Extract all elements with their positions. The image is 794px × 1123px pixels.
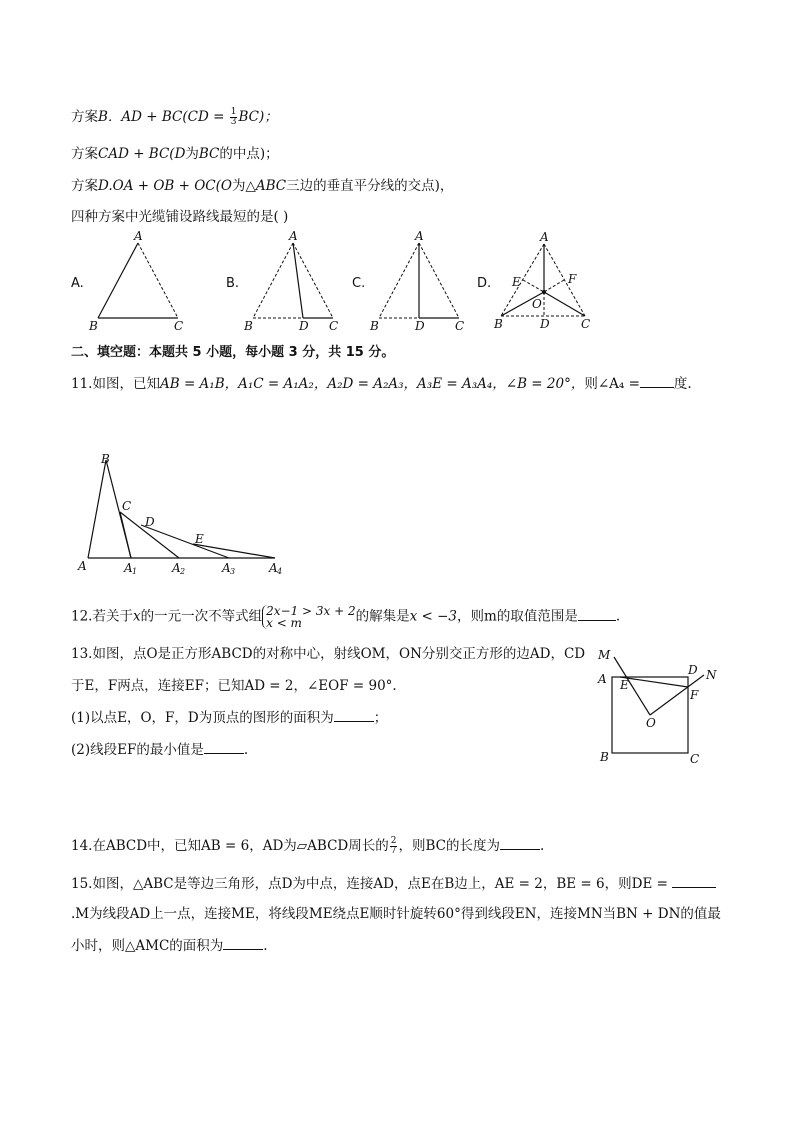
sub-4: 4 — [277, 567, 283, 576]
plan-d-mid: 为 — [231, 178, 246, 194]
section-heading: 二、填空题：本题共 5 小题，每小题 3 分，共 15 分。 — [71, 345, 395, 360]
label-b: B — [244, 319, 253, 333]
label-b: B — [494, 317, 503, 331]
q13-part1-end: ； — [373, 710, 388, 726]
frac-den: 7 — [390, 846, 397, 856]
label-c: C — [122, 499, 132, 513]
q14-fraction — [390, 837, 398, 856]
frac-num: 2 — [390, 836, 397, 846]
label-d: D — [145, 515, 155, 529]
option-b-figure — [240, 228, 350, 338]
label-f: F — [690, 688, 699, 702]
plan-c-math: CAD + BC(D — [98, 146, 186, 162]
q12-system — [262, 605, 356, 629]
label-b: B — [600, 750, 609, 764]
q14-text — [71, 836, 544, 856]
q11-ask: 则∠A₄ = — [584, 376, 640, 392]
label-a2: A — [172, 561, 181, 575]
plan-d-math2: △ABC — [245, 178, 287, 194]
plan-b-tail: BC)； — [238, 109, 278, 125]
q12-solution: x < −3 — [409, 608, 458, 625]
q12-ask: ，则m的取值范围是 — [457, 608, 578, 625]
option-b-label[interactable]: B. — [226, 276, 240, 291]
label-e: E — [512, 275, 521, 289]
label-f: F — [568, 272, 577, 286]
label-b: B — [89, 319, 98, 333]
label-a1: A — [124, 561, 133, 575]
q13-part2 — [71, 740, 248, 759]
q12-answer-blank[interactable] — [578, 607, 616, 621]
plan-b-fraction — [230, 108, 238, 127]
label-a: A — [134, 229, 143, 243]
q11-figure — [75, 450, 295, 580]
q12-lead: 12.若关于 — [71, 608, 133, 625]
plan-d-line — [71, 177, 453, 195]
label-n: N — [706, 668, 717, 682]
q15-answer-blank-2[interactable] — [223, 936, 263, 950]
plan-c-prefix: 方案 — [71, 146, 98, 162]
sub-1: 1 — [132, 567, 138, 576]
option-a-figure — [85, 228, 195, 338]
label-c: C — [690, 752, 700, 766]
label-b: B — [101, 452, 110, 466]
q14-tail: ，则BC的长度为 — [398, 838, 500, 854]
q15-line1 — [71, 874, 716, 893]
q14-answer-blank[interactable] — [500, 836, 540, 850]
q11-lead: 11.如图，已知 — [71, 376, 160, 392]
option-c-figure — [366, 228, 476, 338]
q12-mid: 的一元一次不等式组 — [140, 608, 263, 625]
q12-mid2: 的解集是 — [355, 608, 410, 625]
q12-end: . — [615, 608, 621, 625]
option-c-label[interactable]: C. — [352, 276, 366, 291]
q15-end: . — [263, 938, 268, 954]
plan-b-math: B．AD + BC(CD = — [98, 109, 229, 125]
label-m: M — [598, 648, 611, 662]
option-d-figure — [492, 230, 602, 340]
label-a3: A — [222, 561, 231, 575]
q10-question: 四种方案中光缆铺设路线最短的是( ) — [71, 209, 289, 225]
label-c: C — [581, 317, 591, 331]
label-d: D — [299, 319, 309, 333]
label-d: D — [415, 319, 425, 333]
q13-part1 — [71, 708, 387, 727]
plan-c-math2: BC — [198, 146, 220, 162]
q11-unit: 度. — [673, 376, 692, 392]
label-a: A — [415, 229, 424, 243]
label-d: D — [540, 317, 550, 331]
label-a: A — [289, 229, 298, 243]
option-a-label[interactable]: A. — [71, 276, 84, 291]
q13-figure — [592, 645, 732, 775]
q11-answer-blank[interactable] — [640, 374, 674, 388]
label-a: A — [78, 559, 87, 573]
q15-answer-blank-1[interactable] — [672, 874, 716, 888]
sub-3: 3 — [230, 567, 236, 576]
frac-num: 1 — [230, 107, 237, 117]
plan-d-tail: 三边的垂直平分线的交点)， — [286, 178, 454, 194]
label-e: E — [195, 532, 204, 546]
q13-part2-blank[interactable] — [204, 740, 244, 754]
frac-den: 3 — [230, 117, 237, 127]
option-d-label[interactable]: D. — [477, 276, 492, 291]
q13-line2: 于E，F两点，连接EF；已知AD = 2，∠EOF = 90°. — [71, 678, 397, 694]
q12-var: x — [132, 608, 141, 625]
q15-line3 — [71, 936, 268, 955]
label-e: E — [620, 678, 629, 692]
q14-lead: 14.在ABCD中，已知AB = 6，AD为▱ABCD周长的 — [71, 838, 389, 854]
q15-line1-text: 15.如图，△ABC是等边三角形，点D为中点，连接AD，点E在B边上，AE = 2，BE = 6，则DE = — [71, 876, 668, 892]
q12-ineq2: x < m — [266, 616, 302, 630]
q12-text — [71, 605, 620, 629]
q13-line1: 13.如图，点O是正方形ABCD的对称中心，射线OM，ON分别交正方形的边AD，CD — [71, 646, 586, 662]
plan-c-line — [71, 145, 279, 163]
label-d: D — [688, 663, 698, 677]
label-c: C — [329, 319, 339, 333]
q13-part1-blank[interactable] — [334, 708, 374, 722]
q13-part2-text: (2)线段EF的最小值是 — [71, 742, 204, 758]
label-o: O — [532, 297, 542, 311]
label-a: A — [598, 672, 607, 686]
plan-d-math: D.OA + OB + OC(O — [98, 178, 232, 194]
plan-b-prefix: 方案 — [71, 109, 98, 125]
plan-d-prefix: 方案 — [71, 178, 98, 194]
q12-ineq1: 2x−1 > 3x + 2 — [266, 604, 356, 618]
q13-part1-text: (1)以点E，O，F，D为顶点的图形的面积为 — [71, 710, 334, 726]
label-a: A — [540, 230, 549, 244]
sub-2: 2 — [180, 567, 186, 576]
plan-b-line — [71, 108, 278, 127]
q13-part2-end: . — [243, 742, 249, 758]
label-a4: A — [269, 561, 278, 575]
plan-c-tail: 的中点)； — [219, 146, 279, 162]
label-c: C — [455, 319, 465, 333]
plan-c-mid: 为 — [185, 146, 199, 162]
q11-text — [71, 374, 692, 393]
label-c: C — [174, 319, 184, 333]
label-b: B — [370, 319, 379, 333]
q14-end: . — [539, 838, 545, 854]
q15-line2: .M为线段AD上一点，连接ME，将线段ME绕点E顺时针旋转60°得到线段EN，连接MN当BN + DN的值最 — [71, 906, 721, 922]
q11-math: AB = A₁B，A₁C = A₁A₂，A₂D = A₂A₃，A₃E = A₃A₄，∠B = 20°， — [159, 376, 585, 392]
q15-line3-text: 小时，则△AMC的面积为 — [71, 938, 224, 954]
label-o: O — [646, 716, 656, 730]
